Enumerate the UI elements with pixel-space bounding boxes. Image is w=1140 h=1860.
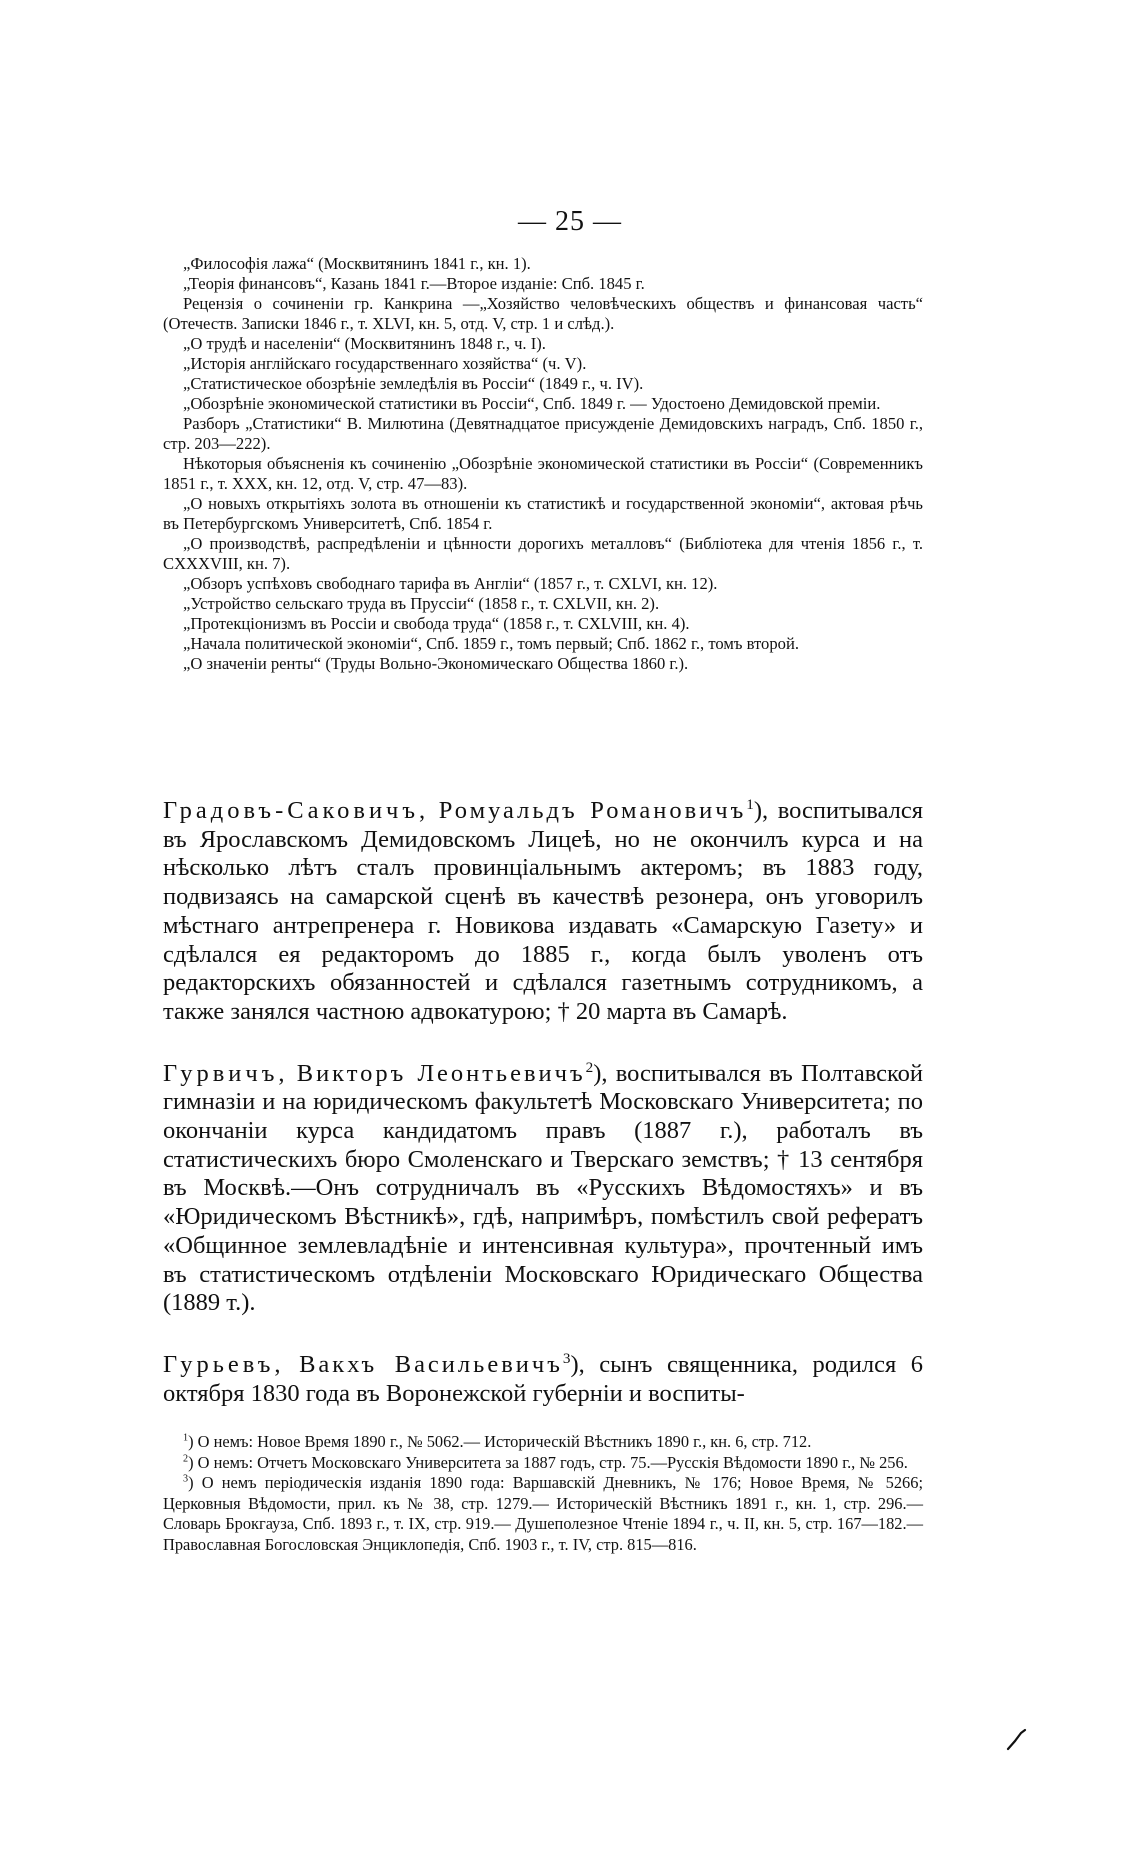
bibliography-list [163,254,923,674]
page-number: — 25 — [518,206,622,237]
bibliography-item: „Протекціонизмъ въ Россіи и свобода труда“ (1858 г., т. CXLVIII, кн. 4). [183,614,690,633]
bibliography-item: „Устройство сельскаго труда въ Пруссіи“ (1858 г., т. CXLVII, кн. 2). [183,594,660,613]
biography-entries [163,797,923,1441]
entry-text: ), воспитывался въ Ярославскомъ Демидовскомъ Лицеѣ, но не окончилъ курса и на нѣсколько лѣтъ сталъ провинціальнымъ актеромъ; въ 1883 году, подвизаясь на самарской сценѣ въ качествѣ резонера, онъ уговорилъ мѣстнаго антрепренера г. Новикова издавать «Самарскую Газету» и сдѣлался ея редакторомъ до 1885 г., когда былъ уволенъ отъ редакторскихъ обязанностей и сдѣлался газетнымъ сотрудникомъ, а также занялся частною адвокатурою; † 20 марта въ Самарѣ. [163,797,923,1025]
footnote [163,1432,923,1453]
footnote-text: ) О немъ: Отчетъ Московскаго Университета за 1887 годъ, стр. 75.—Русскія Вѣдомости 1890 г., № 256. [188,1452,908,1472]
bibliography-item: „О производствѣ, распредѣленіи и цѣнности дорогихъ металловъ“ (Библіотека для чтенія 1856 г., т. CXXXVIII, кн. 7). [163,534,923,573]
footnote-mark: 2 [183,1453,189,1465]
footnote-text: ) О немъ: Новое Время 1890 г., № 5062.— Историческій Вѣстникъ 1890 г., кн. 6, стр. 712. [188,1432,812,1451]
bibliography-item: Рецензія о сочиненіи гр. Канкрина —„Хозяйство человѣческихъ обществъ и финансовая часть“ (Отечеств. Записки 1846 г., т. XLVI, кн. 5, отд. V, стр. 1 и слѣд.). [163,294,923,333]
bibliography-item: „Философія лажа“ (Москвитянинъ 1841 г., кн. 1). [183,254,531,273]
bibliography-item: „О трудѣ и населеніи“ (Москвитянинъ 1848 г., ч. I). [183,334,546,353]
bibliography-item: „Обозрѣніе экономической статистики въ Россіи“, Спб. 1849 г. — Удостоено Демидовской преміи. [183,394,881,413]
footnote-reference: 2 [585,1058,594,1076]
bibliography-item: Нѣкоторыя объясненія къ сочиненію „Обозрѣніе экономической статистики въ Россіи“ (Современникъ 1851 г., т. XXX, кн. 12, отд. V, стр. 47—83). [163,454,923,493]
bibliography-item: „Начала политической экономіи“, Спб. 1859 г., томъ первый; Спб. 1862 г., томъ второй. [183,634,799,653]
bibliography-item: „Исторія англійскаго государственнаго хозяйства“ (ч. V). [183,354,587,373]
bibliography-item: „Статистическое обозрѣніе земледѣлія въ Россіи“ (1849 г., ч. IV). [183,374,644,393]
footnote-text: ) О немъ періодическія изданія 1890 года: Варшавскій Дневникъ, № 176; Новое Время, № 5266; Церковныя Вѣдомости, прил. къ № 38, стр. 1279.— Историческій Вѣстникъ 1891 г., кн. 1, стр. 296.—Словарь Брокгауза, Спб. 1893 г., т. IX, стр. 919.— Душеполезное Чтеніе 1894 г., ч. II, кн. 5, стр. 167—182.—Православная Богословская Энциклопедія, Спб. 1903 г., т. IV, стр. 815—816. [163,1473,923,1554]
bibliography-item: „Обзоръ успѣховъ свободнаго тарифа въ Англіи“ (1857 г., т. CXLVI, кн. 12). [183,574,718,593]
footnotes [163,1432,923,1556]
entry-given-name: Ромуальдъ Романовичъ [438,797,747,824]
entry-text: ), воспитывался въ Полтавской гимназіи и на юридическомъ факультетѣ Московскаго Университета; по окончаніи курса кандидатомъ правъ (1887 г.), работалъ въ статистическихъ бюро Смоленскаго и Тверскаго земствъ; † 13 сентября въ Москвѣ.—Онъ сотрудничалъ въ «Русскихъ Вѣдомостяхъ» и въ «Юридическомъ Вѣстникѣ», гдѣ, напримѣръ, помѣстилъ свой рефератъ «Общинное землевладѣніе и интенсивная культура», прочтенный имъ въ статистическомъ отдѣленіи Московскаго Юридическаго Общества (1889 т.). [163,1059,924,1317]
footnote-reference: 3 [562,1349,571,1367]
footnote-reference: 1 [746,795,754,813]
entry-surname: Гурьевъ, [163,1350,285,1378]
entry-surname: Гурвичъ, [163,1059,289,1087]
bibliography-item: „О значеніи ренты“ (Труды Вольно-Экономическаго Общества 1860 г.). [183,654,689,673]
entry-surname: Градовъ-Саковичъ, [163,797,430,824]
footnote [163,1473,923,1555]
biography-entry [163,1060,923,1318]
entry-given-name: Викторъ Леонтьевичъ [296,1059,586,1087]
pen-mark-icon [1005,1728,1027,1752]
bibliography-item: „О новыхъ открытіяхъ золота въ отношеніи къ статистикѣ и государственной экономіи“, актовая рѣчь въ Петербургскомъ Университетѣ, Спб. 1854 г. [163,494,923,533]
bibliography-item: „Теорія финансовъ“, Казань 1841 г.—Второе изданіе: Спб. 1845 г. [183,274,645,293]
biography-entry [163,797,923,1027]
footnote [163,1453,923,1474]
footnote-mark: 1 [183,1432,189,1444]
entry-text: ), сынъ священника, родился 6 октября 1830 года въ Воронежской губерніи и воспиты- [163,1350,924,1407]
entry-given-name: Вакхъ Васильевичъ [299,1350,563,1378]
bibliography-item: Разборъ „Статистики“ В. Милютина (Девятнадцатое присужденіе Демидовскихъ наградъ, Спб. 1850 г., стр. 203—222). [163,414,923,453]
biography-entry [163,1351,923,1408]
footnote-mark: 3 [183,1473,189,1485]
